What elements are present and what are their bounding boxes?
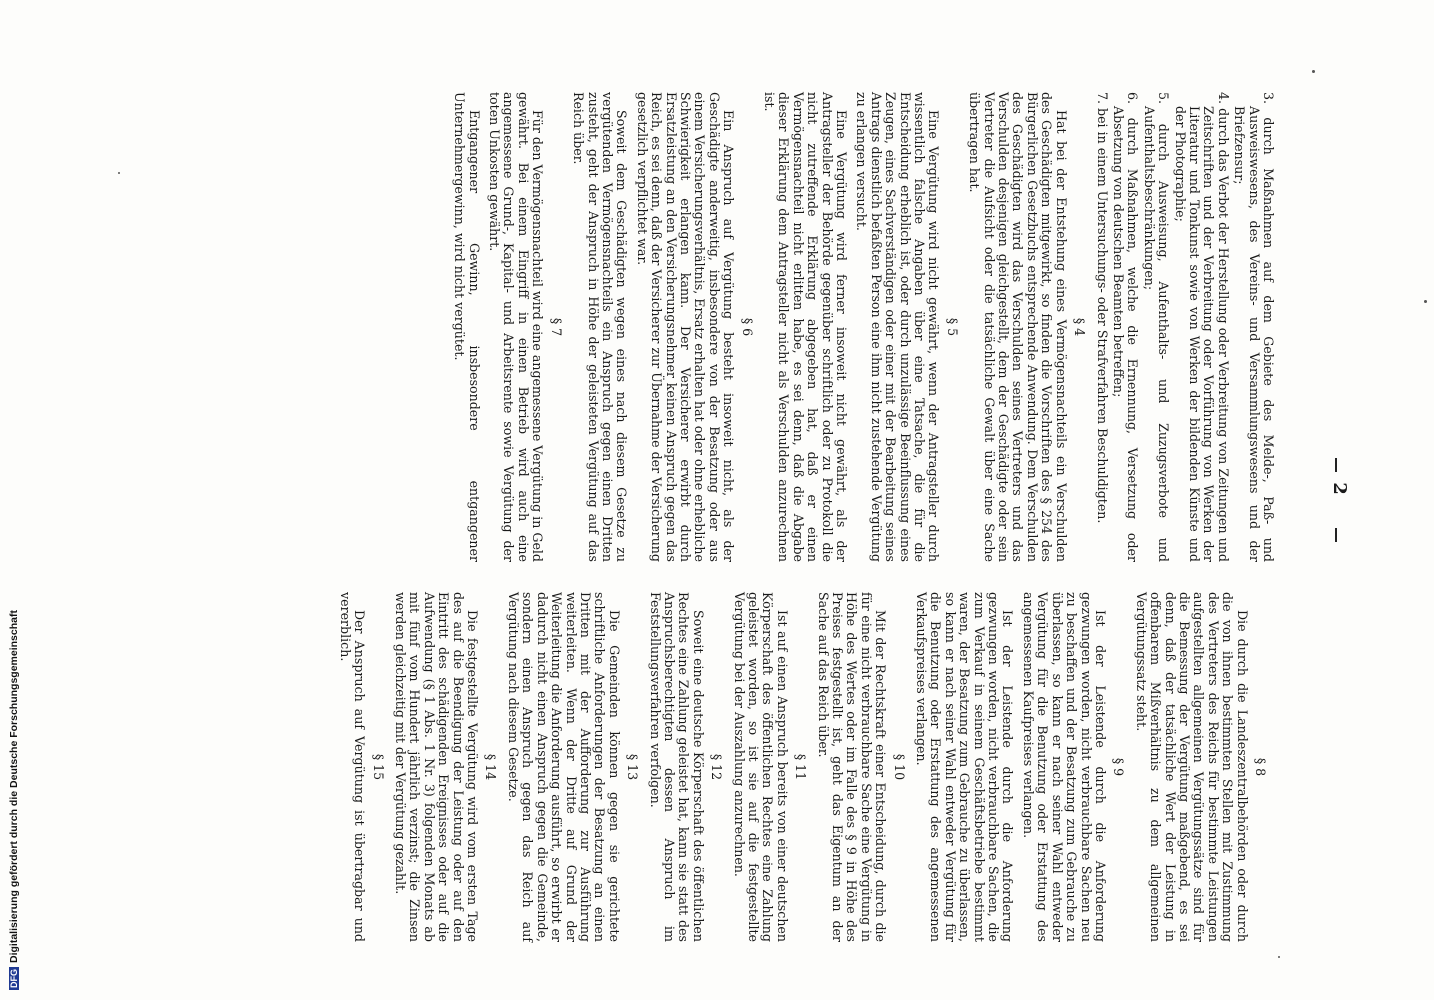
scan-speck [118, 172, 120, 174]
rotated-text-block [165, 92, 1275, 952]
paragraph: Eine Vergütung wird nicht gewährt, wenn der Antragsteller durch wissentlich falsche Angaben über eine Tatsache, die für die Entscheidung erheblich ist, oder durch unzulässige Beeinflussung eines Zeugen, eines Sachverständigen oder einer mit der Bearbeitung seines Antrags dienstlich befaßten Person eine ihm nicht zustehende Vergütung zu erlangen versucht. [854, 92, 942, 562]
scan-speck [1312, 70, 1315, 73]
paragraph: Soweit dem Geschädigten wegen eines nach diesem Gesetze zu vergütenden Vermögensnachteils ein Anspruch gegen einen Dritten zusteht, geht der Anspruch in Höhe der geleisteten Vergütung auf das Reich über. [571, 92, 630, 562]
dfg-logo: DFG [9, 969, 20, 988]
paragraph: Die Gemeinden können gegen sie gerichtete schriftliche Anforderungen der Besatzung an einen Dritten mit der Aufforderung zur Ausführung weiterleiten. Wenn der Dritte auf Grund der Weiterleitung die Anforderung ausführt, so erwirbt er dadurch nicht einen Anspruch gegen die Gemeinde, sondern einen Anspruch gegen das Reich auf Vergütung nach diesem Gesetze. [505, 592, 622, 942]
section-heading: § 10 [891, 753, 907, 781]
section-heading: § 5 [944, 317, 960, 337]
paragraph: Ist der Leistende durch die Anforderung gezwungen worden, nicht verbrauchbare Sachen, die zum Verkauf in seinem Geschäftsbetriebe bestimmt waren, der Besatzung zum Gebrauche zu überlassen, so kann er nach seiner Wahl entweder Vergütung für die Benutzung oder Erstattung des angemessenen Verkaufspreises verlangen. [914, 592, 1016, 942]
scan-speck [1424, 300, 1427, 303]
list-item: 5. durch Ausweisung, Aufenthalts- und Zuzugsverbote und Aufenthaltsbeschränkungen; [1141, 92, 1172, 562]
section-heading: § 7 [548, 317, 564, 337]
paragraph: Für den Vermögensnachteil wird eine angemessene Vergütung in Geld gewährt. Bei einem Eingriff in einen Betrieb wird auch eine angemessene Grund-, Kapital- und Arbeitsrente sowie Vergütung der toten Unkosten gewährt. [487, 92, 546, 562]
section-heading: § 12 [709, 753, 725, 781]
digitization-note [8, 610, 20, 990]
list-item: 6. durch Maßnahmen, welche die Ernennung, Versetzung oder Absetzung von deutschen Beamten betreffen; [1110, 92, 1141, 562]
paragraph: Mit der Rechtskraft einer Entscheidung, durch die für eine nicht verbrauchbare Sache eine Vergütung in Höhe des Wertes oder im Falle des § 9 in Höhe des Preises festgestellt ist, geht das Eigentum an der Sache auf das Reich über. [815, 592, 889, 942]
paragraph: Ist der Leistende durch die Anforderung gezwungen worden, nicht verbrauchbare Sachen neu zu beschaffen und der Besatzung zum Gebrauche zu überlassen, so kann er nach seiner Wahl entweder Vergütung für die Benutzung oder Erstattung des angemessenen Kaufpreises verlangen. [1020, 592, 1108, 942]
scan-speck [1278, 956, 1280, 958]
paragraph: Hat bei der Entstehung eines Vermögensnachteils ein Verschulden des Geschädigten mitgewirkt, so finden die Vorschriften des § 254 des Bürgerlichen Gesetzbuchs entsprechende Anwendung. Dem Verschulden des Geschädigten wird das Verschulden seines Vertreters und das Verschulden desjenigen gleichgestellt, dem der Geschädigte oder sein Vertreter die Aufsicht oder die tatsächliche Gewalt über eine Sache übertragen hat. [967, 92, 1069, 562]
paragraph: Der Anspruch auf Vergütung ist übertragbar und vererblich. [337, 592, 368, 942]
left-column [446, 92, 1275, 562]
section-heading: § 14 [483, 753, 499, 781]
paragraph: Ist auf einen Anspruch bereits von einer deutschen Körperschaft des öffentlichen Rechtes eine Zahlung geleistet worden, so ist sie auf die festgestellte Vergütung bei der Auszahlung anzurechnen. [731, 592, 790, 942]
right-column [331, 592, 1275, 942]
section-heading: § 8 [1253, 757, 1268, 777]
paragraph: Entgangener Gewinn, insbesondere entgangener Unternehmergewinn, wird nicht vergütet. [452, 92, 482, 562]
paragraph: Die durch die Landeszentralbehörden oder durch die von ihnen bestimmten Stellen mit Zustimmung des Vertreters des Reichs für bestimmte Leistungen aufgestellten allgemeinen Vergütungssätze sind für die Bemessung der Vergütung maßgebend, es sei denn, daß der tatsächliche Wert der Leistung in offenbarem Mißverhältnis zu dem allgemeinen Vergütungssatz steht. [1133, 592, 1250, 942]
paragraph: Eine Vergütung wird ferner insoweit nicht gewährt, als der Antragsteller der Behörde gegenüber schriftlich oder zu Protokoll die nicht zutreffende Erklärung abgegeben hat, daß er einen Vermögensnachteil nicht erlitten habe, es sei denn, daß die Abgabe dieser Erklärung dem Antragsteller nicht als Verschulden anzurechnen ist. [762, 92, 850, 562]
paragraph: Ein Anspruch auf Vergütung besteht insoweit nicht, als der Geschädigte anderweitig, insbesondere von der Besatzung oder aus einem Versicherungsverhältnis, Ersatz erhalten hat oder ohne erhebliche Schwierigkeit erlangen kann. Der Versicherer erwirbt durch Ersatzleistung an den Versicherungsnehmer keinen Anspruch gegen das Reich, es sei denn, daß der Versicherer zur Übernahme der Versicherung gesetzlich verpflichtet war. [634, 92, 737, 562]
page-number: 2 [1328, 482, 1350, 495]
section-heading: § 4 [1072, 317, 1088, 337]
paragraph: Die festgestellte Vergütung wird vom ersten Tage des auf die Beendigung der Leistung oder auf den Eintritt des schädigenden Ereignisses oder auf die Aufwendung (§ 1 Abs. 1 Nr. 3) folgenden Monats ab mit fünf vom Hundert jährlich verzinst; die Zinsen werden gleichzeitig mit der Vergütung gezahlt. [393, 592, 481, 942]
section-heading: § 6 [739, 317, 755, 337]
list-item: 3. durch Maßnahmen auf dem Gebiete des Melde-, Paß- und Ausweiswesens, des Vereins- und Versammlungswesens und der Briefzensur; [1232, 92, 1276, 562]
section-heading: § 15 [370, 753, 386, 781]
list-item: 4. durch das Verbot der Herstellung oder Verbreitung von Zeitungen und Zeitschriften und der Verbreitung oder Vorführung von Werken der Literatur und Tonkunst sowie von Werken der bildenden Künste und der Photographie; [1172, 92, 1231, 562]
section-heading: § 11 [793, 753, 809, 781]
page-number-dash-left [1335, 458, 1337, 472]
list-item: 7. bei in einem Untersuchungs- oder Strafverfahren Beschuldigten. [1094, 92, 1110, 524]
section-heading: § 13 [625, 753, 641, 781]
paragraph: Soweit eine deutsche Körperschaft des öffentlichen Rechtes eine Zahlung geleistet hat, kann sie statt des Anspruchsberechtigten dessen Anspruch im Feststellungsverfahren verfolgen. [647, 592, 706, 942]
digitization-note-text: Digitalisierung gefördert durch die Deutsche Forschungsgemeinschaft [8, 610, 20, 963]
section-heading: § 9 [1111, 757, 1127, 777]
page-number-dash-right [1335, 528, 1337, 542]
